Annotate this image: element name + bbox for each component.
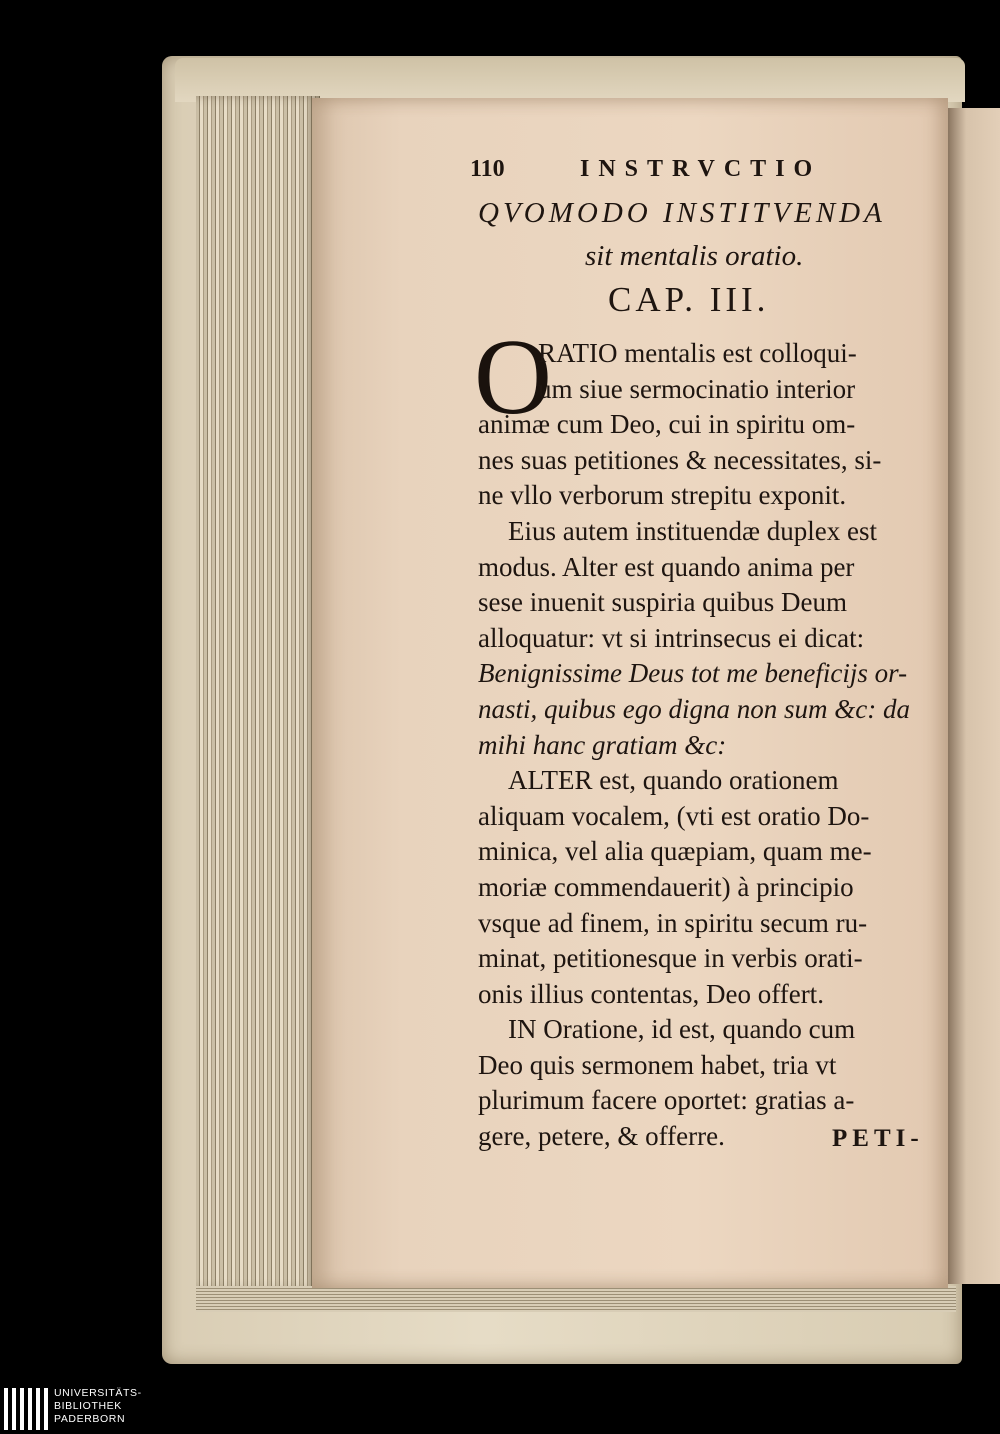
facing-page: [948, 108, 1000, 1284]
text-line: Eius autem instituendæ duplex est: [508, 515, 877, 546]
logo-line-1: UNIVERSITÄTS-: [54, 1387, 142, 1399]
text-line: minat, petitionesque in verbis orati-: [478, 943, 863, 974]
text-line: minica, vel alia quæpiam, quam me-: [478, 836, 872, 867]
chapter-heading: CAP. III.: [608, 280, 770, 319]
library-logo-icon: [4, 1388, 48, 1430]
page-block-bottom: [196, 1286, 956, 1312]
page-number: 110: [470, 156, 505, 182]
library-footer: [0, 1384, 1000, 1434]
text-line: Deo quis sermonem habet, tria vt: [478, 1049, 837, 1080]
text-line: ne vllo verborum strepitu exponit.: [478, 480, 847, 511]
logo-line-3: PADERBORN: [54, 1413, 126, 1425]
text-line: onis illius contentas, Deo offert.: [478, 978, 824, 1009]
body-text: [478, 336, 938, 1155]
text-line: modus. Alter est quando anima per: [478, 551, 855, 582]
page-block-edges: [196, 96, 320, 1290]
text-line: um siue sermocinatio interior: [538, 373, 856, 404]
text-line: nes suas petitiones & necessitates, si-: [478, 444, 882, 475]
drop-cap: O: [474, 318, 552, 437]
page-header: [470, 156, 930, 190]
text-line: gere, petere, & offerre.: [478, 1121, 725, 1152]
text-line: ALTER est, quando orationem: [508, 765, 839, 796]
section-subtitle: sit mentalis oratio.: [585, 240, 804, 272]
section-title: QVOMODO INSTITVENDA: [478, 197, 886, 229]
text-line: IN Oratione, id est, quando cum: [508, 1014, 856, 1045]
text-line: nasti, quibus ego digna non sum &c: da: [478, 693, 910, 724]
text-line: mihi hanc gratiam &c:: [478, 729, 727, 760]
text-line: animæ cum Deo, cui in spiritu om-: [478, 409, 856, 440]
text-line: aliquam vocalem, (vti est oratio Do-: [478, 800, 870, 831]
catchword: PETI-: [832, 1125, 924, 1152]
text-line: RATIO mentalis est colloqui-: [538, 338, 857, 368]
text-line: alloquatur: vt si intrinsecus ei dicat:: [478, 622, 865, 653]
text-line: plurimum facere oportet: gratias a-: [478, 1085, 855, 1116]
library-logo-text: [54, 1387, 142, 1426]
text-line: moriæ commendauerit) à principio: [478, 871, 854, 902]
logo-line-2: BIBLIOTHEK: [54, 1400, 122, 1412]
text-line: sese inuenit suspiria quibus Deum: [478, 587, 847, 618]
text-line: Benignissime Deus tot me beneficijs or-: [478, 658, 908, 689]
running-head: INSTRVCTIO: [580, 156, 822, 182]
text-line: vsque ad finem, in spiritu secum ru-: [478, 907, 868, 938]
